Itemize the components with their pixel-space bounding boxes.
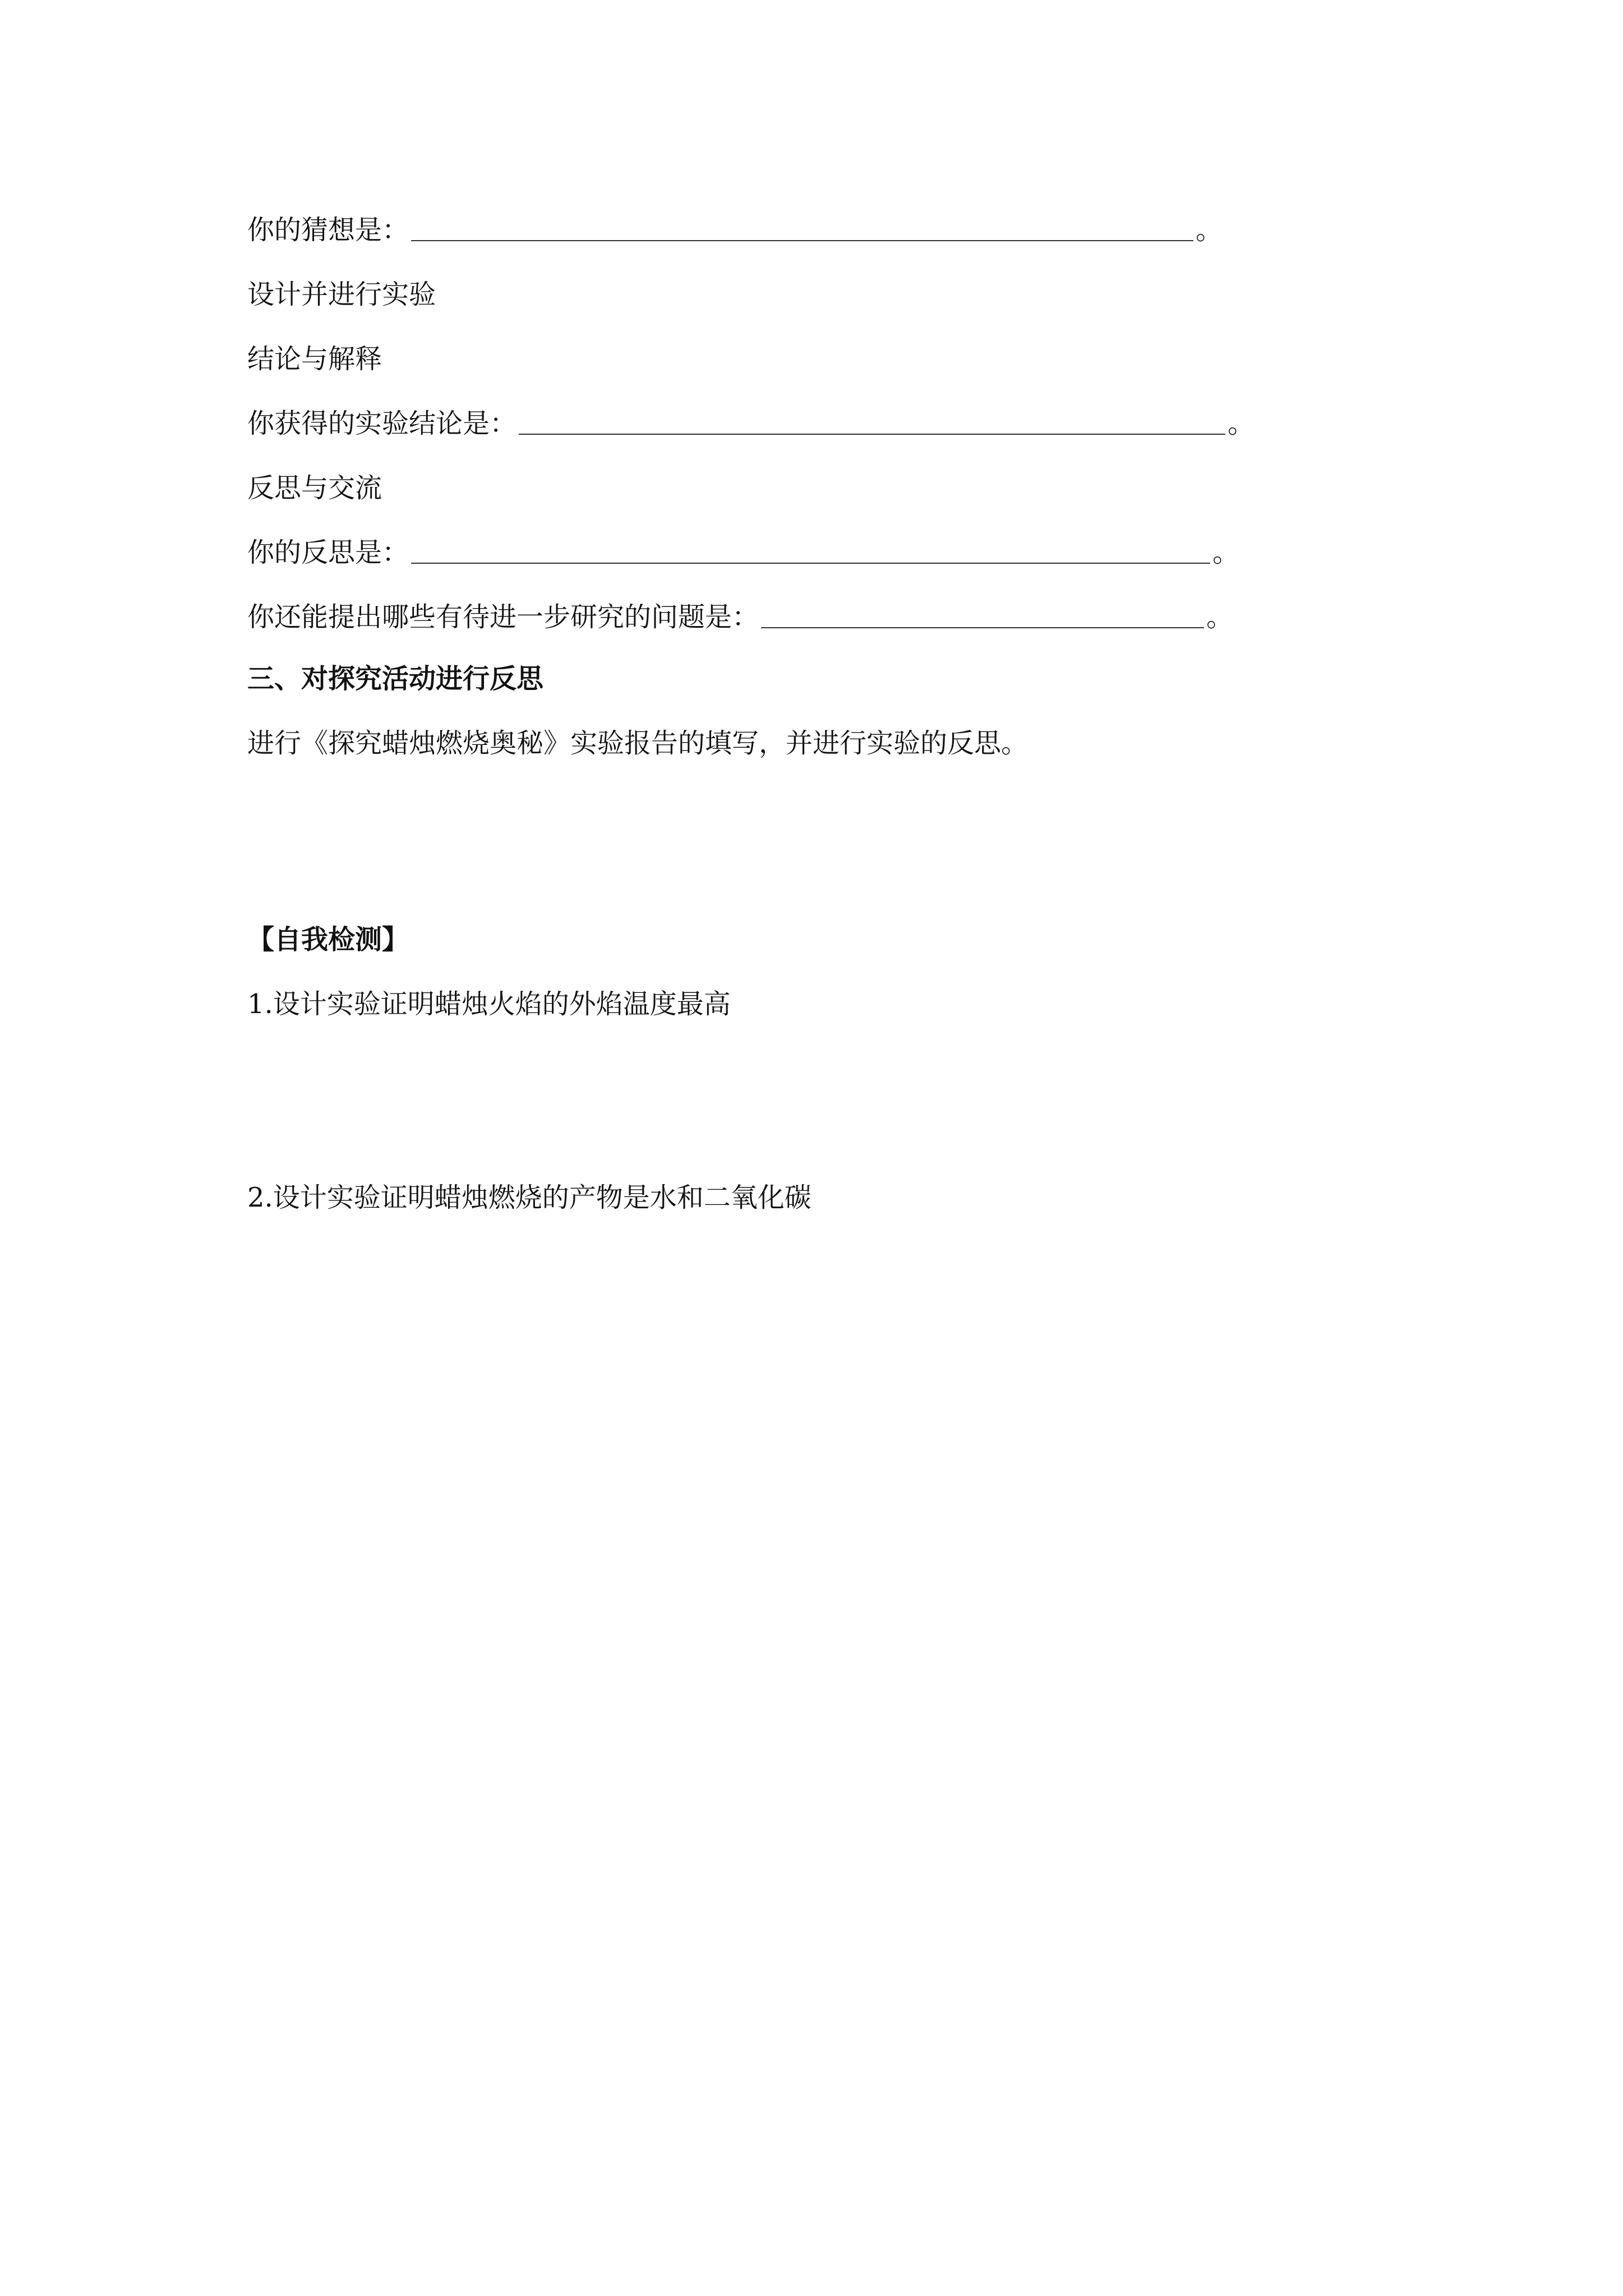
section3-heading-text: 三、对探究活动进行反思 [247,663,544,694]
reflect-answer-blank[interactable] [411,541,1210,564]
reflect-heading-text: 反思与交流 [247,472,382,504]
section3-body-text: 进行《探究蜡烛燃烧奥秘》实验报告的填写，并进行实验的反思。 [247,728,1029,759]
reflect-label: 你的反思是： [247,537,409,568]
section3-heading [247,662,543,696]
full-stop: 。 [1228,408,1255,439]
design-heading-text: 设计并进行实验 [247,279,436,310]
conclusion-label: 你获得的实验结论是： [247,408,517,439]
design-heading [247,278,436,311]
self-test-heading-text: 【自我检测】 [247,924,409,955]
self-test-item [247,1181,811,1214]
guess-answer-blank[interactable] [411,219,1193,241]
self-test-heading [247,923,409,956]
full-stop: 。 [1212,537,1240,568]
guess-line [247,213,1223,247]
questions-answer-blank[interactable] [761,606,1204,628]
full-stop: 。 [1206,601,1234,633]
conclusion-line [247,407,1255,440]
conclusion-answer-blank[interactable] [519,412,1225,435]
questions-label: 你还能提出哪些有待进一步研究的问题是： [247,601,759,633]
self-test-item-1-text: 1.设计实验证明蜡烛火焰的外焰温度最高 [247,988,731,1020]
reflect-line [247,536,1239,569]
conclusion-heading-text: 结论与解释 [247,343,382,375]
full-stop: 。 [1196,214,1223,246]
self-test-item-2-text: 2.设计实验证明蜡烛燃烧的产物是水和二氧化碳 [247,1182,811,1213]
reflect-heading [247,471,382,505]
guess-label: 你的猜想是： [247,214,409,246]
self-test-item [247,987,731,1021]
questions-line [247,600,1233,634]
conclusion-heading [247,342,382,376]
section3-body [247,726,1028,760]
